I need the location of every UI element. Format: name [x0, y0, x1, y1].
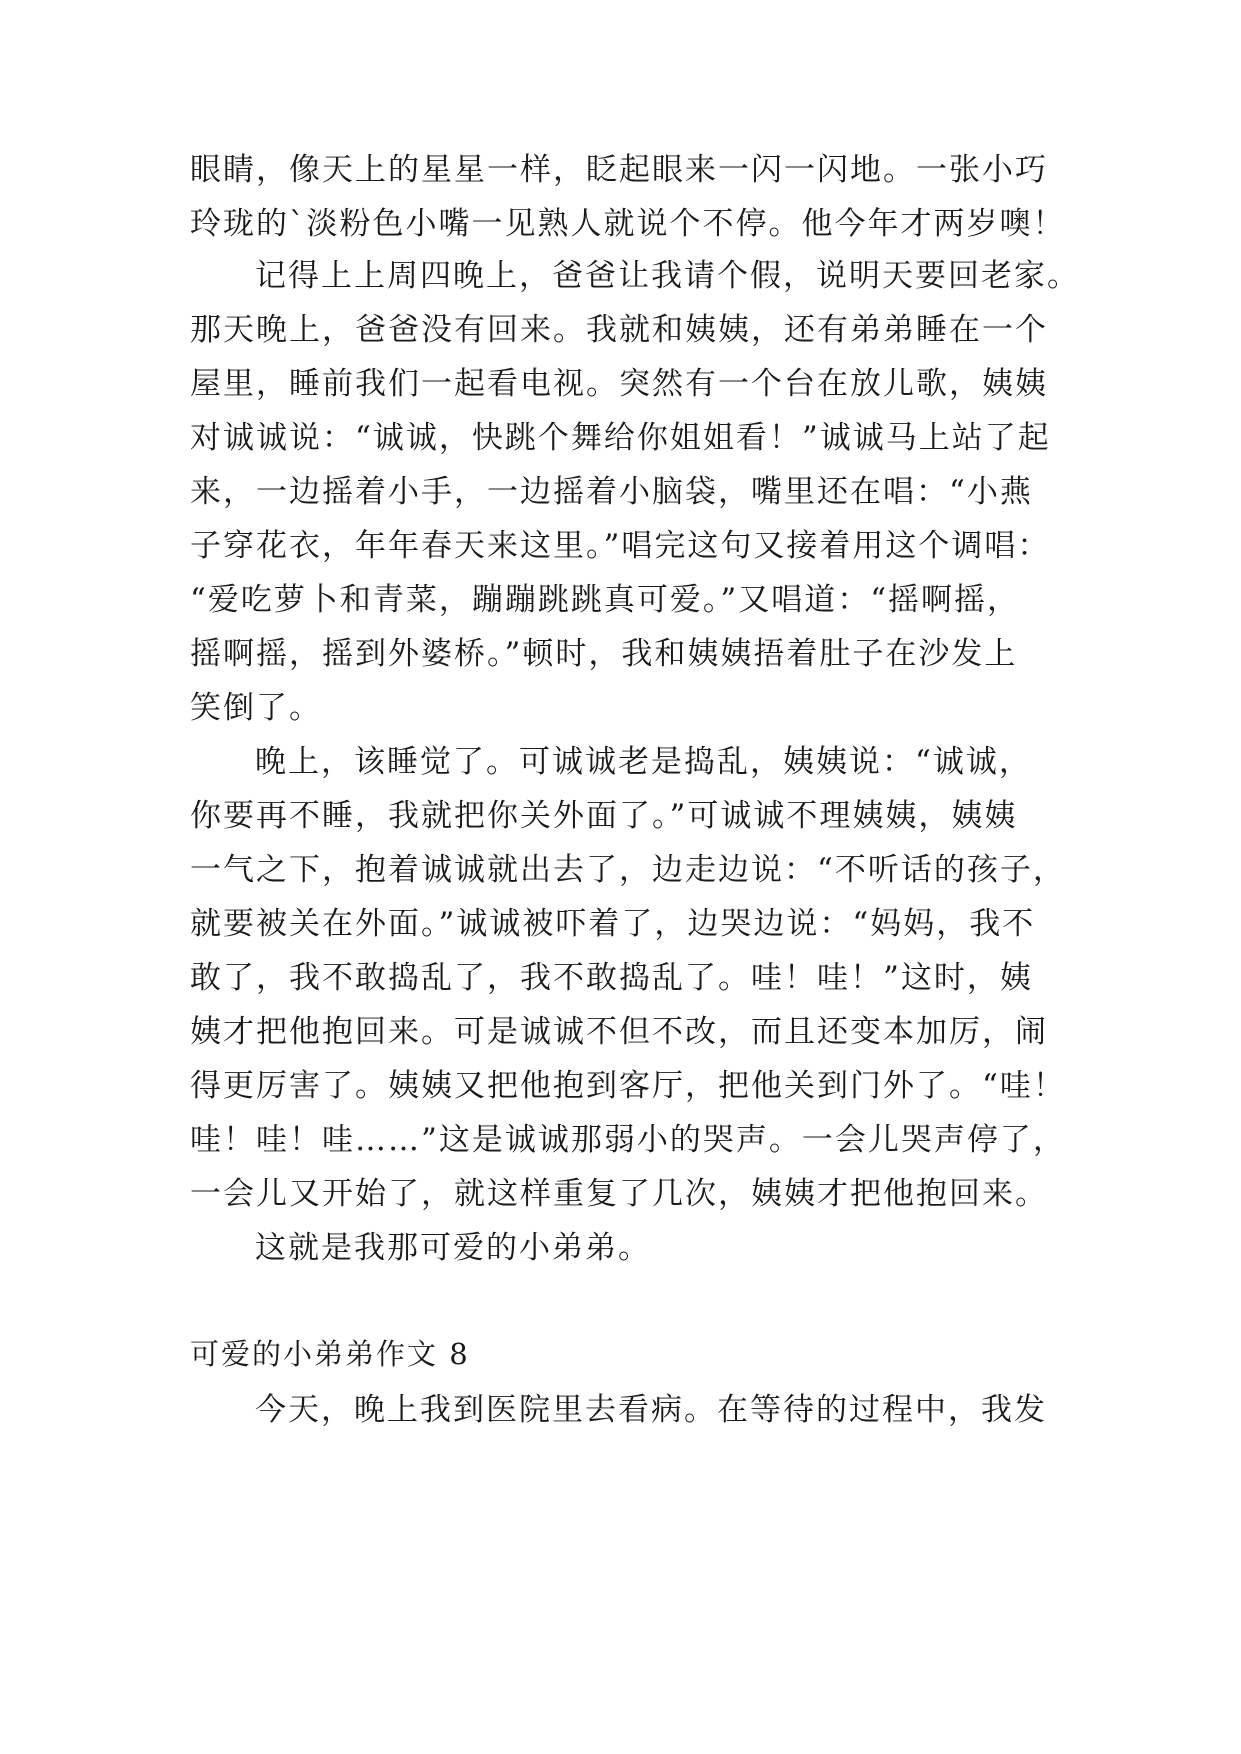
text-line: 摇啊摇，摇到外婆桥。”顿时，我和姨姨捂着肚子在沙发上 [190, 636, 1018, 672]
text-line: 对诚诚说：“诚诚，快跳个舞给你姐姐看！”诚诚马上站了起 [190, 420, 1051, 456]
text-line: 一会儿又开始了，就这样重复了几次，姨姨才把他抱回来。 [190, 1176, 1048, 1212]
text-line: 那天晚上，爸爸没有回来。我就和姨姨，还有弟弟睡在一个 [190, 312, 1048, 348]
text-line: 子穿花衣，年年春天来这里。”唱完这句又接着用这个调唱： [190, 528, 1051, 564]
text-line: 得更厉害了。姨姨又把他抱到客厅，把他关到门外了。“哇！ [190, 1068, 1066, 1104]
text-line: 屋里，睡前我们一起看电视。突然有一个台在放儿歌，姨姨 [190, 366, 1048, 402]
text-line: 哇！哇！哇……”这是诚诚那弱小的哭声。一会儿哭声停了， [190, 1122, 1066, 1158]
text-line: 就要被关在外面。”诚诚被吓着了，边哭边说：“妈妈，我不 [190, 906, 1036, 942]
text-line: 眼睛，像天上的星星一样，眨起眼来一闪一闪地。一张小巧 [190, 152, 1048, 188]
paragraph-start: 这就是我那可爱的小弟弟。 [255, 1230, 651, 1266]
text-line: 玲珑的`淡粉色小嘴一见熟人就说个不停。他今年才两岁噢！ [190, 206, 1066, 242]
text-line: 你要再不睡，我就把你关外面了。”可诚诚不理姨姨，姨姨 [190, 798, 1018, 834]
text-line: 敢了，我不敢捣乱了，我不敢捣乱了。哇！哇！”这时，姨 [190, 960, 1033, 996]
section-heading: 可爱的小弟弟作文 8 [190, 1337, 470, 1371]
paragraph-start: 晚上，该睡觉了。可诚诚老是捣乱，姨姨说：“诚诚， [255, 744, 1032, 780]
text-line: 姨才把他抱回来。可是诚诚不但不改，而且还变本加厉，闹 [190, 1014, 1048, 1050]
text-line: 笑倒了。 [190, 690, 322, 726]
paragraph-start: 今天，晚上我到医院里去看病。在等待的过程中，我发 [255, 1392, 1047, 1428]
text-line: 一气之下，抱着诚诚就出去了，边走边说：“不听话的孩子， [190, 852, 1066, 888]
text-line: 来，一边摇着小手，一边摇着小脑袋，嘴里还在唱：“小燕 [190, 474, 1033, 510]
paragraph-start: 记得上上周四晚上，爸爸让我请个假，说明天要回老家。 [255, 258, 1080, 294]
text-line: “爱吃萝卜和青菜，蹦蹦跳跳真可爱。”又唱道：“摇啊摇， [190, 582, 1021, 618]
